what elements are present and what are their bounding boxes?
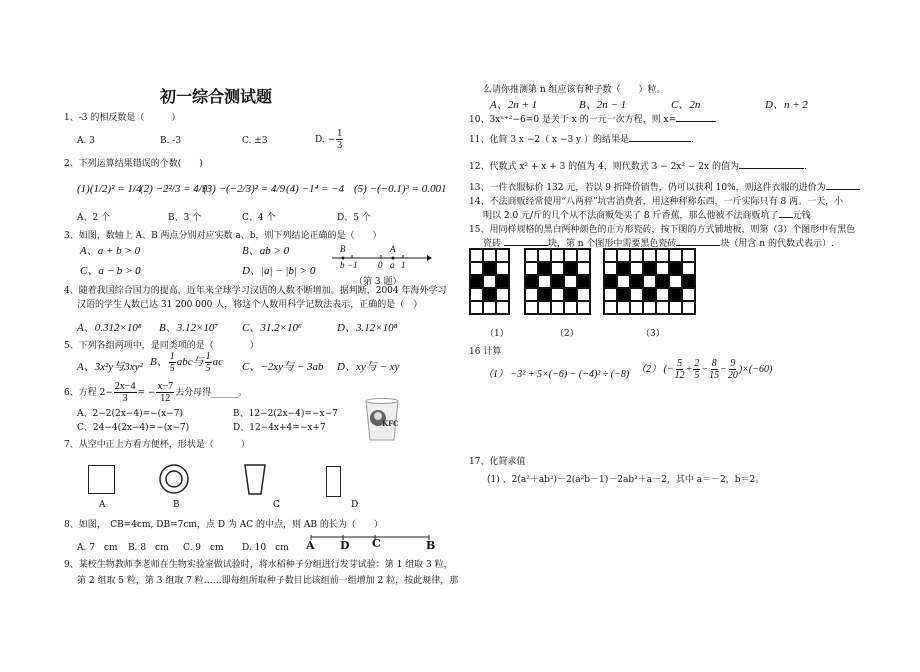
shape-trapezoid bbox=[244, 464, 266, 496]
fraction bbox=[114, 381, 137, 404]
q17-title: 17、化简求值 bbox=[469, 457, 526, 467]
q7-label-c: C bbox=[273, 500, 280, 510]
q3-option-b: B、ab > 0 bbox=[242, 245, 290, 257]
q5-stem: 5、下列各组两项中，是同类项的是（ ） bbox=[64, 341, 259, 351]
page-title: 初一综合测试题 bbox=[160, 87, 273, 106]
white-tile bbox=[656, 249, 669, 262]
q2-option-b: B、3 个 bbox=[168, 213, 202, 223]
axis-label-B: B bbox=[340, 244, 346, 254]
q2-item-3: (3) −(−2/3)² = 4/9 bbox=[203, 183, 286, 195]
q12-stem: 12、代数式 x² + x + 3 的值为 4，则代数式 3 − 2x² − 2x 的值为 bbox=[469, 162, 739, 172]
white-tile bbox=[483, 275, 496, 288]
black-tile bbox=[669, 262, 682, 275]
denominator: 12 bbox=[160, 393, 171, 404]
line-segment-ab bbox=[311, 535, 431, 541]
q16-part-1: （1） −3² + 5×(−6) − (−4)² ÷ (−8) bbox=[483, 369, 630, 380]
shape-concentric-circles bbox=[158, 463, 190, 495]
denominator: 15 bbox=[709, 370, 720, 381]
q9-option-a: A、2n + 1 bbox=[490, 99, 538, 111]
q14-line1: 14、不法商贩经常使用“八两秤”坑害消费者，用这种秤称东西，一斤实际只有 8 两。一天，小 bbox=[469, 197, 844, 207]
q2-option-d: D、5 个 bbox=[337, 213, 371, 223]
q6-option-d: D、12−4x+4=−x+7 bbox=[233, 423, 326, 433]
q13-text bbox=[469, 180, 860, 193]
numerator: 2 bbox=[694, 358, 700, 369]
q16-p2-suffix: )×(−60) bbox=[738, 363, 773, 375]
q9-line2: 第 2 组取 5 粒，第 3 组取 7 粒……即每组所取种子数目比该组前一组增加 2 粒，按此规律，那 bbox=[77, 576, 459, 586]
black-tile bbox=[617, 288, 630, 301]
q15-line1: 15、用同样规格的黑白两种颜色的正方形瓷砖，按下图的方式铺地板，则第（3）个图形中有黑色 bbox=[469, 225, 856, 235]
fraction bbox=[156, 381, 174, 404]
q3-option-d: D、|a| − |b| > 0 bbox=[242, 265, 316, 277]
white-tile bbox=[538, 249, 551, 262]
white-tile bbox=[604, 288, 617, 301]
axis-label-zero: 0 bbox=[378, 260, 383, 270]
white-tile bbox=[643, 275, 656, 288]
q7-label-d: D bbox=[351, 500, 359, 510]
white-tile bbox=[525, 249, 538, 262]
black-tile bbox=[538, 262, 551, 275]
white-tile bbox=[551, 249, 564, 262]
white-tile bbox=[577, 249, 590, 262]
q13-answer-blank[interactable] bbox=[826, 189, 860, 190]
white-tile bbox=[564, 275, 577, 288]
q7-label-b: B bbox=[173, 500, 180, 510]
q16-p2-prefix: （2） (− bbox=[636, 363, 674, 375]
numerator: x−7 bbox=[157, 381, 174, 392]
denominator: 20 bbox=[727, 370, 738, 381]
white-tile bbox=[470, 301, 483, 314]
white-tile bbox=[604, 301, 617, 314]
white-tile bbox=[617, 249, 630, 262]
white-tile bbox=[669, 301, 682, 314]
white-tile bbox=[538, 301, 551, 314]
white-tile bbox=[564, 249, 577, 262]
white-tile bbox=[682, 249, 695, 262]
q6-prefix: 6、方程 2− bbox=[64, 388, 113, 398]
white-tile bbox=[551, 262, 564, 275]
figure-label-1: （1） bbox=[485, 329, 509, 339]
white-tile bbox=[630, 288, 643, 301]
white-tile bbox=[617, 275, 630, 288]
q9-line1: 9、某校生物教师李老师在生物实验室做试验时，将水稻种子分组进行发芽试验：第 1 组取 3 粒， bbox=[64, 560, 453, 570]
q5-b-prefix: B、 bbox=[150, 356, 168, 369]
white-tile bbox=[496, 262, 509, 275]
point-c: C bbox=[372, 537, 381, 550]
numerator: 5 bbox=[677, 358, 683, 369]
black-tile bbox=[604, 275, 617, 288]
white-tile bbox=[564, 301, 577, 314]
q6-option-b: B、12−2(2x−4)=−x−7 bbox=[233, 409, 338, 419]
q10-text bbox=[469, 112, 716, 125]
white-tile bbox=[525, 301, 538, 314]
q4-stem-line1: 4、随着我国综合国力的提高，近年来全球学习汉语的人数不断增加。据判断，2004 年海外学习 bbox=[64, 286, 447, 296]
q15-answer-blank-1[interactable] bbox=[504, 245, 548, 246]
white-tile bbox=[496, 249, 509, 262]
white-tile bbox=[577, 288, 590, 301]
white-tile bbox=[470, 262, 483, 275]
q2-stem: 2、下列运算结果错误的个数( ) bbox=[64, 159, 203, 169]
white-tile bbox=[470, 288, 483, 301]
white-tile bbox=[538, 275, 551, 288]
tile-figure-3 bbox=[603, 248, 696, 315]
q3-option-a: A、a + b > 0 bbox=[80, 245, 141, 257]
q6-mid: = − bbox=[137, 388, 156, 398]
white-tile bbox=[604, 249, 617, 262]
white-tile bbox=[483, 249, 496, 262]
black-tile bbox=[564, 288, 577, 301]
black-tile bbox=[577, 275, 590, 288]
white-tile bbox=[551, 301, 564, 314]
q11-answer-blank[interactable] bbox=[629, 141, 691, 142]
q2-item-4: (4) −1⁴ = −4 bbox=[286, 183, 345, 195]
shape-square bbox=[88, 465, 115, 494]
black-tile bbox=[656, 275, 669, 288]
point-b: B bbox=[426, 539, 436, 552]
white-tile bbox=[525, 262, 538, 275]
black-tile bbox=[483, 262, 496, 275]
white-tile bbox=[470, 249, 483, 262]
cup-logo-text: KFC bbox=[382, 419, 399, 428]
q4-option-a: A、0.312×10⁸ bbox=[77, 322, 142, 334]
figure-label-2: （2） bbox=[555, 329, 579, 339]
black-tile bbox=[525, 275, 538, 288]
black-tile bbox=[496, 275, 509, 288]
white-tile bbox=[682, 262, 695, 275]
q5-option-d: D、xy与 − xy bbox=[337, 361, 400, 373]
kfc-cup-image bbox=[365, 398, 399, 442]
q3-option-c: C、a − b > 0 bbox=[80, 265, 141, 277]
point-a: A bbox=[306, 539, 315, 552]
q9-option-c: C、2n bbox=[671, 99, 701, 111]
q1-option-b: B. -3 bbox=[160, 136, 182, 146]
numerator: 1 bbox=[169, 351, 175, 362]
q8-stem: 8、如图， CB=4cm, DB=7cm，点 D 为 AC 的中点，则 AB 的长为（ ） bbox=[64, 520, 383, 530]
black-tile bbox=[669, 288, 682, 301]
white-tile bbox=[643, 249, 656, 262]
white-tile bbox=[604, 262, 617, 275]
white-tile bbox=[656, 301, 669, 314]
q13-stem: 13、一件衣服标价 132 元，若以 9 折降价销售，仍可以获利 10%，则这件衣服的进价为 bbox=[469, 183, 826, 193]
white-tile bbox=[525, 288, 538, 301]
black-tile bbox=[551, 275, 564, 288]
q6-option-a: A、2−2(2x−4)=−(x−7) bbox=[77, 409, 184, 419]
q10-stem: 10、3xⁿ⁺²−6=0 是关于 x 的一元一次方程，则 x= bbox=[469, 115, 677, 125]
q17-part-1: (1) 、2(a²＋ab²)－2(a²b－1)－2ab²＋a－2，其中 a＝－2，b＝2。 bbox=[487, 475, 765, 485]
q5-option-a: A、3x²y与3xy² bbox=[77, 361, 143, 373]
denominator: 5 bbox=[169, 363, 175, 374]
denominator: 12 bbox=[674, 370, 685, 381]
q2-item-1: (1)(1/2)² = 1/4 bbox=[77, 183, 142, 195]
q9-option-d: D、n + 2 bbox=[765, 99, 808, 111]
denominator: 5 bbox=[694, 370, 700, 381]
operator: − bbox=[701, 363, 709, 375]
white-tile bbox=[551, 288, 564, 301]
white-tile bbox=[669, 249, 682, 262]
white-tile bbox=[483, 301, 496, 314]
q9-line3: 么请你推测第 n 组应该有种子数（ ）粒。 bbox=[483, 85, 666, 95]
white-tile bbox=[656, 262, 669, 275]
white-tile bbox=[630, 262, 643, 275]
q8-option-a: A. 7 cm bbox=[77, 543, 118, 553]
axis-label-b: b bbox=[340, 260, 345, 270]
black-tile bbox=[643, 288, 656, 301]
white-tile bbox=[656, 288, 669, 301]
q16-part-2 bbox=[636, 358, 772, 381]
white-tile bbox=[682, 301, 695, 314]
numerator: 9 bbox=[730, 358, 736, 369]
q6-option-c: C、24−4(2x−4)=−(x−7) bbox=[77, 423, 190, 433]
q8-option-b: B. 8 cm bbox=[128, 543, 169, 553]
q4-option-d: D、3.12×10⁸ bbox=[337, 322, 398, 334]
q5-option-c: C、−2xy与 − 3ab bbox=[242, 361, 324, 373]
fraction bbox=[169, 351, 176, 374]
denominator: 3 bbox=[337, 140, 343, 151]
q6-suffix: 去分母得______。 bbox=[175, 388, 248, 398]
q4-stem-line2: 汉语的学生人数已达 31 200 000 人，将这个人数用科学记数法表示，正确的是（ ） bbox=[77, 300, 423, 310]
q8-option-c: C. 9 cm bbox=[183, 543, 224, 553]
shape-rectangle bbox=[326, 466, 341, 497]
q1-option-c: C. ±3 bbox=[242, 136, 268, 146]
operator: + bbox=[685, 363, 693, 375]
q10-answer-blank[interactable] bbox=[676, 121, 716, 122]
tile-figure-1 bbox=[469, 248, 510, 315]
axis-label-A: A bbox=[390, 244, 396, 254]
denominator: 3 bbox=[122, 393, 128, 404]
operator: − bbox=[720, 363, 727, 375]
white-tile bbox=[669, 275, 682, 288]
q2-item-5: (5) −(−0.1)³ = 0.001 bbox=[354, 183, 447, 195]
q15-answer-blank-2[interactable] bbox=[676, 245, 720, 246]
white-tile bbox=[630, 249, 643, 262]
q5-option-b bbox=[150, 351, 223, 374]
black-tile bbox=[643, 262, 656, 275]
axis-label-a: a bbox=[390, 260, 395, 270]
q14-line2-text: 明以 2.0 元/斤的几个从不法商贩处买了 8 斤香蕉，那么他被不法商贩坑了 bbox=[483, 211, 779, 221]
q4-option-c: C、31.2×10⁶ bbox=[242, 322, 302, 334]
q14-unit: 元钱 bbox=[792, 211, 811, 221]
q1-d-prefix: D. − bbox=[315, 135, 336, 145]
tile-figure-2 bbox=[524, 248, 591, 315]
q2-option-c: C、4 个 bbox=[242, 213, 276, 223]
fraction bbox=[693, 358, 700, 381]
fraction bbox=[205, 351, 212, 374]
white-tile bbox=[577, 301, 590, 314]
q7-label-a: A bbox=[99, 500, 106, 510]
white-tile bbox=[643, 301, 656, 314]
q12-text: 12、代数式 x² + x + 3 的值为 4，则代数式 3 − 2x² − 2x 的值为 . bbox=[469, 162, 807, 172]
q11-stem: 11、化简 3 x −2（ x −3 y ）的结果是 bbox=[469, 135, 629, 145]
q11-text: 11、化简 3 x −2（ x −3 y ）的结果是 . bbox=[469, 135, 694, 145]
white-tile bbox=[617, 301, 630, 314]
q2-option-a: A、2 个 bbox=[77, 213, 111, 223]
white-tile bbox=[496, 301, 509, 314]
fraction bbox=[709, 358, 719, 381]
black-tile bbox=[470, 275, 483, 288]
q5-b-mid1: abc与 bbox=[176, 356, 204, 369]
denominator: 5 bbox=[205, 363, 211, 374]
q9-option-b: B、2n − 1 bbox=[579, 99, 627, 111]
numerator: 1 bbox=[205, 351, 211, 362]
white-tile bbox=[496, 288, 509, 301]
numerator: 2x−4 bbox=[114, 381, 136, 392]
q1-option-a: A. 3 bbox=[77, 136, 95, 146]
axis-label-one: 1 bbox=[401, 260, 406, 270]
q16-title: 16 计算 bbox=[469, 347, 502, 357]
black-tile bbox=[538, 288, 551, 301]
axis-label-minus1: −1 bbox=[347, 260, 358, 270]
point-d: D bbox=[340, 539, 350, 552]
numerator: 8 bbox=[711, 358, 717, 369]
numerator: 1 bbox=[337, 128, 343, 139]
q1-option-d bbox=[315, 128, 344, 151]
black-tile bbox=[682, 275, 695, 288]
q15-tile-label: 瓷砖 bbox=[483, 239, 502, 249]
black-tile bbox=[483, 288, 496, 301]
q3-stem: 3、如图，数轴上 A、B 两点分别对应实数 a、b，则下列结论正确的是（ ） bbox=[64, 231, 382, 241]
fraction bbox=[675, 358, 685, 381]
q1-stem: 1、-3 的相反数是（ ） bbox=[64, 113, 181, 123]
q6-stem bbox=[64, 381, 247, 404]
figure-label-3: （3） bbox=[641, 329, 665, 339]
white-tile bbox=[630, 301, 643, 314]
white-tile bbox=[577, 262, 590, 275]
black-tile bbox=[564, 262, 577, 275]
q14-answer-blank[interactable] bbox=[779, 217, 793, 218]
q15-mid: 块，第 n 个图形中需要黑色瓷砖 bbox=[547, 239, 677, 249]
q7-stem: 7、从空中正上方看方便杯，形状是（ ） bbox=[64, 440, 250, 450]
black-tile bbox=[617, 262, 630, 275]
q5-b-mid2: ac bbox=[212, 356, 224, 369]
q3-caption: （第 3 题） bbox=[354, 277, 402, 287]
q2-item-2: (2) −2²/3 = 4/9 bbox=[140, 183, 208, 195]
q12-answer-blank[interactable] bbox=[739, 168, 804, 169]
white-tile bbox=[682, 288, 695, 301]
q14-line2 bbox=[483, 208, 811, 221]
q15-suffix: 块（用含 n 的代数式表示）. bbox=[720, 239, 834, 249]
fraction bbox=[336, 128, 343, 151]
q8-option-d: D. 10 cm bbox=[242, 543, 289, 553]
fraction bbox=[728, 358, 738, 381]
q4-option-b: B、3.12×10⁷ bbox=[159, 322, 219, 334]
black-tile bbox=[630, 275, 643, 288]
